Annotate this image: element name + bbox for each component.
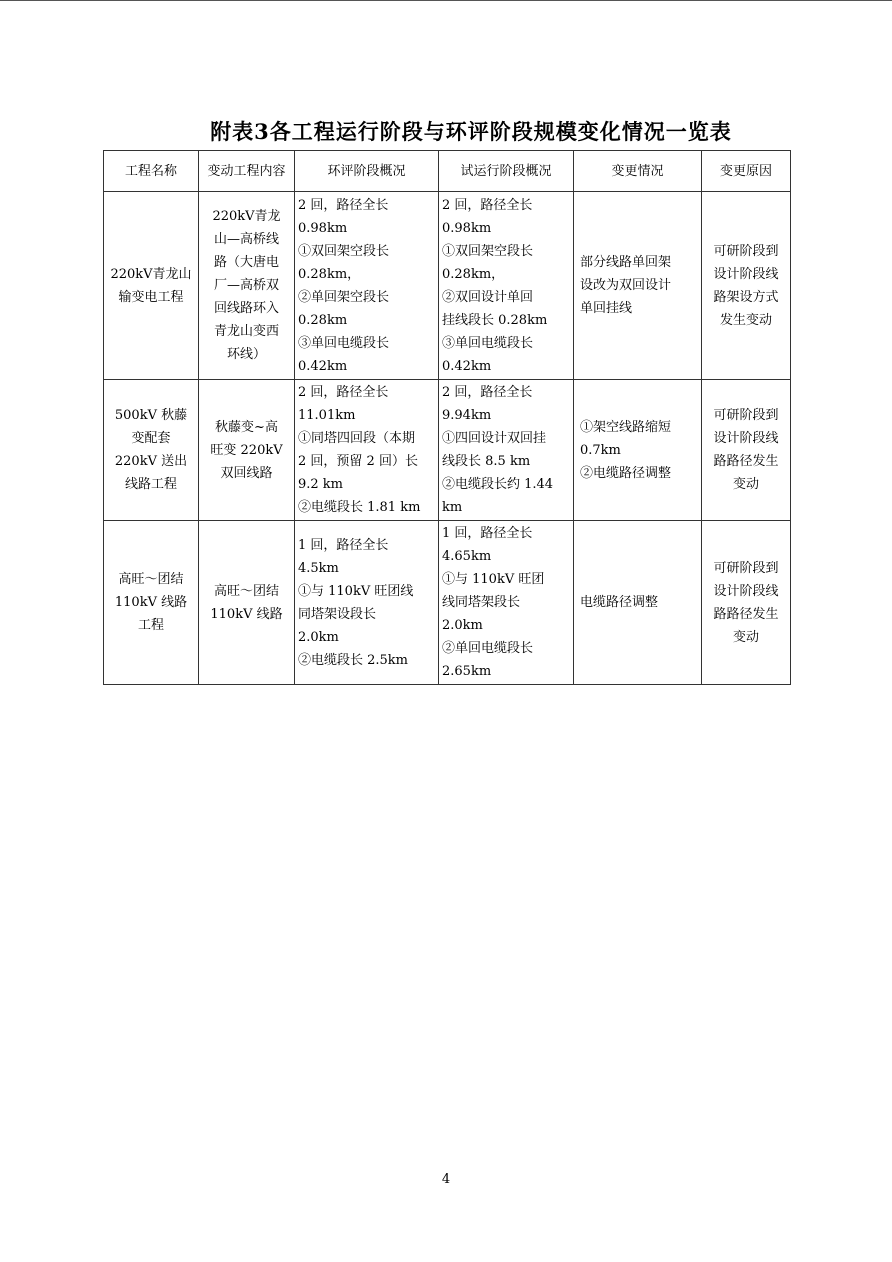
page-top-border (0, 0, 892, 1)
cell-text-line: 2 回，路径全长 (442, 197, 533, 213)
cell-text-line: ②电缆段长 1.81 km (298, 500, 421, 515)
cell-text-line: ①双回架空段长 (442, 243, 534, 259)
cell-text-line: 路架设方式 (713, 289, 779, 305)
cell-text-line: ①与 110kV 旺团 (442, 572, 545, 587)
cell-text-line: 可研阶段到 (713, 560, 779, 576)
table-row (104, 380, 791, 521)
cell-text-line: 设计阶段线 (713, 266, 779, 282)
cell-text-line: 线同塔架段长 (442, 595, 521, 610)
cell-text-line: 110kV 线路 (210, 606, 283, 622)
cell-text-line: 路（大唐电 (213, 255, 279, 270)
cell-text-line: ①与 110kV 旺团线 (298, 583, 414, 599)
cell-project-name (104, 192, 199, 380)
cell-text-line: ②单回电缆段长 (442, 641, 534, 656)
cell-text-line: 11.01km (298, 408, 356, 423)
cell-text-line: ③单回电缆段长 (298, 335, 390, 351)
cell-text-line: 厂—高桥双 (213, 278, 279, 293)
cell-text-line: 秋藤变~高 (215, 419, 278, 435)
cell-text-line: 输变电工程 (118, 289, 184, 305)
cell-text-line: 0.98km (442, 220, 492, 236)
cell-text-line: 0.42km (298, 358, 348, 374)
cell-text-line: ①同塔四回段（本期 (298, 431, 416, 446)
cell-change-content (199, 521, 295, 685)
cell-text-line: 设计阶段线 (713, 431, 779, 446)
cell-change-reason (702, 380, 791, 521)
cell-text-line: ②电缆路径调整 (580, 465, 672, 481)
cell-text-line: 2 回，预留 2 回）长 (298, 454, 418, 469)
cell-text-line: 0.28km， (442, 266, 505, 282)
cell-text-line: 设改为双回设计 (580, 278, 672, 293)
cell-text-line: 旺变 220kV (210, 442, 283, 458)
cell-text-line: 变动 (732, 477, 759, 492)
cell-text-line: 0.28km， (298, 266, 361, 282)
table-row (104, 192, 791, 380)
cell-text-line: ③单回电缆段长 (442, 335, 534, 351)
cell-text-line: 线段长 8.5 km (442, 454, 531, 469)
cell-project-name (104, 380, 199, 521)
cell-eia-overview (295, 380, 439, 521)
cell-text-line: 路路径发生 (713, 606, 779, 622)
header-project-name: 工程名称 (104, 151, 199, 192)
cell-text-line: 线路工程 (124, 477, 177, 492)
cell-text-line: ①四回设计双回挂 (442, 431, 547, 446)
cell-eia-overview (295, 521, 439, 685)
cell-change-content (199, 192, 295, 380)
cell-project-name (104, 521, 199, 685)
header-trial-overview: 试运行阶段概况 (439, 151, 574, 192)
cell-text-line: 0.98km (298, 220, 348, 236)
cell-text-line: 1 回，路径全长 (442, 526, 533, 541)
cell-text-line: 2 回，路径全长 (298, 197, 389, 213)
cell-text-line: 2.0km (442, 618, 483, 633)
cell-text-line: 双回线路 (220, 465, 273, 481)
header-change-status: 变更情况 (574, 151, 702, 192)
cell-text-line: 环线） (226, 347, 266, 362)
header-change-content: 变动工程内容 (199, 151, 295, 192)
cell-change-content (199, 380, 295, 521)
cell-text-line: 4.65km (442, 549, 492, 564)
table-row (104, 521, 791, 685)
cell-text-line: ②电缆段长 2.5km (298, 652, 409, 668)
cell-text-line: 电缆路径调整 (580, 595, 659, 610)
cell-change-status (574, 380, 702, 521)
cell-text-line: 工程 (137, 618, 164, 633)
header-eia-overview: 环评阶段概况 (295, 151, 439, 192)
cell-change-reason (702, 521, 791, 685)
cell-text-line: 可研阶段到 (713, 408, 779, 423)
cell-text-line: ①双回架空段长 (298, 243, 390, 259)
cell-text-line: 4.5km (298, 560, 339, 576)
cell-text-line: 2.65km (442, 664, 492, 679)
cell-text-line: 变动 (732, 629, 759, 645)
cell-eia-overview (295, 192, 439, 380)
cell-text-line: 山—高桥线 (213, 232, 279, 247)
cell-text-line: 9.94km (442, 408, 492, 423)
table-header-row (104, 151, 791, 192)
cell-change-status (574, 521, 702, 685)
cell-text-line: 发生变动 (719, 312, 772, 328)
cell-text-line: 2 回，路径全长 (442, 385, 533, 400)
cell-text-line: 1 回，路径全长 (298, 537, 389, 553)
cell-text-line: 高旺～团结 (118, 572, 184, 587)
cell-text-line: 9.2 km (298, 477, 344, 492)
cell-text-line: 单回挂线 (580, 301, 633, 316)
cell-text-line: 2 回，路径全长 (298, 385, 389, 400)
cell-text-line: 500kV 秋藤 (114, 408, 188, 423)
cell-text-line: 220kV青龙 (212, 209, 281, 224)
cell-text-line: ②电缆段长约 1.44 (442, 477, 554, 492)
cell-text-line: 变配套 (131, 431, 171, 446)
page-number: 4 (441, 1172, 451, 1187)
cell-text-line: 同塔架设段长 (298, 606, 377, 622)
change-summary-table (103, 150, 791, 685)
cell-text-line: 可研阶段到 (713, 243, 779, 259)
cell-trial-overview (439, 380, 574, 521)
cell-text-line: 0.42km (442, 358, 492, 374)
cell-text-line: 220kV 送出 (114, 454, 188, 469)
cell-trial-overview (439, 192, 574, 380)
cell-text-line: 回线路环入 (213, 301, 279, 316)
cell-text-line: 青龙山变西 (213, 324, 279, 339)
cell-text-line: ②单回架空段长 (298, 289, 390, 305)
cell-text-line: 设计阶段线 (713, 583, 779, 599)
table-title: 附表3各工程运行阶段与环评阶段规模变化情况一览表 (210, 119, 732, 144)
cell-text-line: 0.7km (580, 442, 621, 458)
cell-text-line: km (442, 500, 463, 515)
cell-text-line: 高旺～团结 (213, 583, 279, 599)
cell-text-line: 0.28km (298, 312, 348, 328)
cell-text-line: 220kV青龙山 (110, 266, 192, 282)
cell-trial-overview (439, 521, 574, 685)
cell-text-line: 2.0km (298, 629, 339, 645)
cell-text-line: 路路径发生 (713, 454, 779, 469)
cell-text-line: 部分线路单回架 (580, 255, 672, 270)
cell-text-line: 挂线段长 0.28km (442, 312, 548, 328)
cell-change-reason (702, 192, 791, 380)
cell-change-status (574, 192, 702, 380)
cell-text-line: ②双回设计单回 (442, 289, 534, 305)
header-change-reason: 变更原因 (702, 151, 791, 192)
cell-text-line: ①架空线路缩短 (580, 419, 672, 435)
cell-text-line: 110kV 线路 (114, 595, 188, 610)
